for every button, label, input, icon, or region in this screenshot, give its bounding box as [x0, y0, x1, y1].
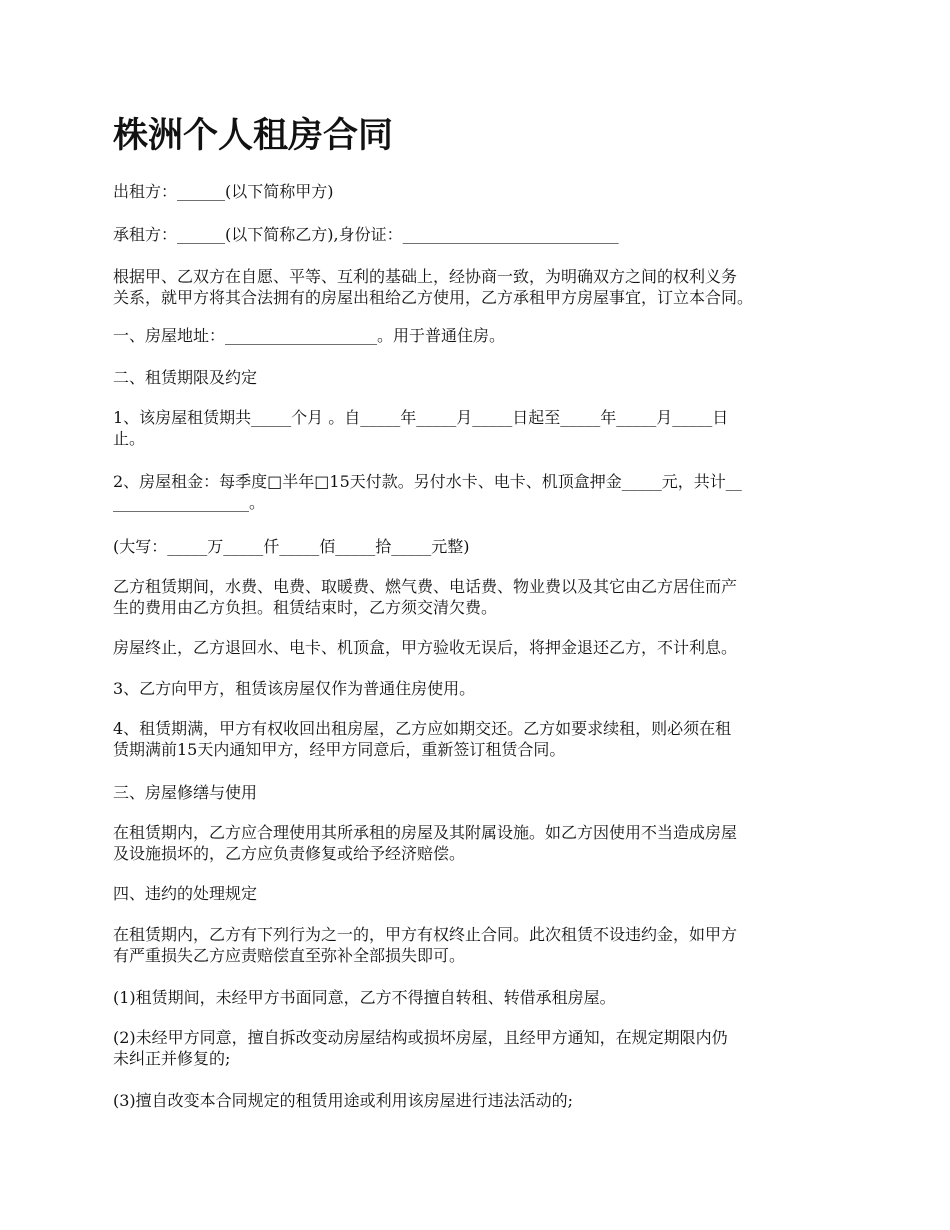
section-2-heading: 二、租赁期限及约定: [113, 368, 258, 387]
lessee-line: 承租方：______(以下简称乙方),身份证：___________________________: [113, 225, 619, 244]
amount-in-words: (大写：_____万_____仟_____佰_____拾_____元整): [113, 537, 470, 556]
clause-usage: 3、乙方向甲方，租赁该房屋仅作为普通住房使用。: [113, 679, 476, 698]
clause-renewal: 4、租赁期满，甲方有权收回出租房屋，乙方应如期交还。乙方如要求续租，则必须在租 赁期满前15天内通知甲方，经甲方同意后，重新签订租赁合同。: [113, 719, 732, 759]
repair-paragraph: 在租赁期内，乙方应合理使用其所承租的房屋及其附属设施。如乙方因使用不当造成房屋 及设施损坏的，乙方应负责修复或给予经济赔偿。: [113, 823, 738, 863]
clause-lease-term: 1、该房屋租赁期共_____个月 。自_____年_____月_____日起至_____年_____月_____日 止。: [113, 408, 729, 448]
section-3-heading: 三、房屋修缮与使用: [113, 783, 258, 802]
clause-rent: 2、房屋租金：每季度□半年□15天付款。另付水卡、电卡、机顶盒押金_____元，共计__ _________________。: [113, 472, 742, 512]
breach-item-3: (3)擅自改变本合同规定的租赁用途或利用该房屋进行违法活动的;: [113, 1091, 574, 1110]
document-title: 株洲个人租房合同: [113, 116, 394, 156]
breach-item-1: (1)租赁期间，未经甲方书面同意，乙方不得擅自转租、转借承租房屋。: [113, 988, 616, 1007]
utilities-paragraph: 乙方租赁期间，水费、电费、取暖费、燃气费、电话费、物业费以及其它由乙方居住而产 生的费用由乙方负担。租赁结束时，乙方须交清欠费。: [113, 577, 738, 617]
section-1-address: 一、房屋地址：___________________。用于普通住房。: [113, 326, 506, 345]
lessor-line: 出租方：______(以下简称甲方): [113, 182, 334, 201]
breach-paragraph: 在租赁期内，乙方有下列行为之一的，甲方有权终止合同。此次租赁不设违约金，如甲方 有严重损失乙方应责赔偿直至弥补全部损失即可。: [113, 925, 738, 965]
deposit-refund-paragraph: 房屋终止，乙方退回水、电卡、机顶盒，甲方验收无误后，将押金退还乙方，不计利息。: [113, 638, 738, 657]
section-4-heading: 四、违约的处理规定: [113, 884, 258, 903]
preamble-paragraph: 根据甲、乙双方在自愿、平等、互利的基础上，经协商一致，为明确双方之间的权利义务 关系，就甲方将其合法拥有的房屋出租给乙方使用，乙方承租甲方房屋事宜，订立本合同。: [113, 267, 754, 307]
breach-item-2: (2)未经甲方同意，擅自拆改变动房屋结构或损坏房屋，且经甲方通知，在规定期限内仍 未纠正并修复的;: [113, 1028, 728, 1068]
